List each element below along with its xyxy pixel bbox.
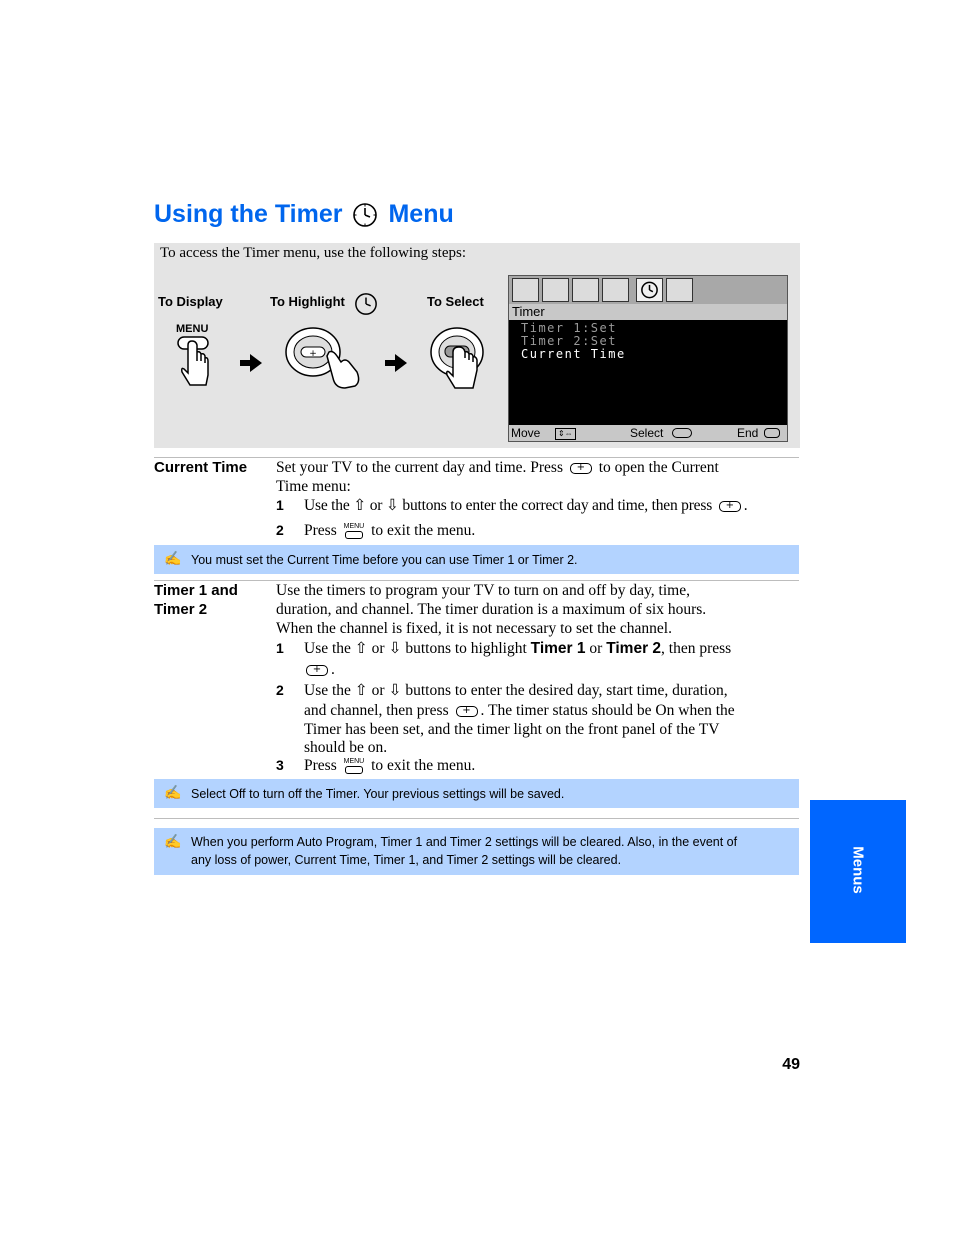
- step-number: 2: [276, 522, 284, 538]
- timers-intro-line1: Use the timers to program your TV to turn on and off by day, time,: [276, 582, 690, 599]
- note-box: [154, 779, 799, 808]
- to-select-label: To Select: [427, 294, 484, 309]
- clock-icon: [352, 202, 378, 228]
- tv-menu-item: Current Time: [521, 347, 626, 361]
- audio-tab-icon: [542, 278, 569, 302]
- steps-intro: To access the Timer menu, use the following steps:: [160, 245, 466, 261]
- menu-button-icon: [764, 428, 780, 438]
- down-arrow-icon: ⇩: [385, 497, 399, 514]
- divider: [154, 818, 799, 819]
- tv-menu-item: Timer 1:Set: [521, 321, 617, 335]
- to-highlight-label: To Highlight: [270, 294, 345, 309]
- enter-button-icon: [672, 428, 692, 438]
- step-number: 3: [276, 757, 284, 773]
- menu-button-caption: MENU: [176, 323, 209, 335]
- pen-note-icon: ✍: [164, 784, 182, 800]
- timers-step2-line4: should be on.: [304, 739, 388, 756]
- arrow-right-icon: [385, 354, 407, 372]
- down-arrow-icon: ⇩: [388, 640, 402, 657]
- pen-note-icon: ✍: [164, 550, 182, 566]
- note-text-line2: any loss of power, Current Time, Timer 1, and Timer 2 settings will be cleared.: [191, 853, 622, 867]
- timers-step1: Use the ⇧ or ⇩ buttons to highlight Timer 1 or Timer 2, then press: [304, 640, 732, 657]
- note-box: [154, 545, 799, 574]
- enter-button-icon: [719, 501, 741, 512]
- tv-footer: [509, 425, 787, 441]
- tv-menu-title: Timer: [509, 304, 787, 320]
- clock-icon: [354, 292, 378, 316]
- page-number: 49: [782, 1056, 800, 1073]
- up-arrow-icon: ⇧: [353, 497, 367, 514]
- up-arrow-icon: ⇧: [354, 640, 368, 657]
- section-side-tab: [810, 800, 906, 943]
- timers-step3: Press MENU to exit the menu.: [304, 757, 476, 774]
- step-number: 1: [276, 640, 284, 656]
- tv-footer-move: Move: [511, 426, 541, 440]
- tv-footer-end: End: [737, 426, 759, 440]
- note-text: You must set the Current Time before you can use Timer 1 or Timer 2.: [191, 553, 578, 567]
- to-display-label: To Display: [158, 294, 223, 309]
- move-arrows-icon: ⇕⇔: [555, 428, 576, 440]
- page-title: [154, 200, 454, 229]
- setup-tab-icon: [666, 278, 693, 302]
- timers-step2-line3: Timer has been set, and the timer light on the front panel of the TV: [304, 721, 720, 738]
- timers-intro-line3: When the channel is fixed, it is not necessary to set the channel.: [276, 620, 672, 637]
- timers-step2-line2: and channel, then press + . The timer status should be On when the: [304, 701, 735, 720]
- enter-button-icon: [306, 665, 328, 676]
- current-time-intro-line1: Set your TV to the current day and time. Press + to open the Current: [276, 458, 719, 477]
- timers-step1-end: +.: [304, 660, 335, 679]
- menu-button-hand-icon: [174, 335, 218, 389]
- parent-tab-icon: [602, 278, 629, 302]
- title-text-1: Using the Timer: [154, 200, 343, 228]
- menu-button-icon: MENU: [344, 523, 365, 539]
- note-box: [154, 828, 799, 875]
- pen-note-icon: ✍: [164, 833, 182, 849]
- channel-tab-icon: [572, 278, 599, 302]
- step-number: 1: [276, 497, 284, 513]
- svg-text:+: +: [309, 349, 317, 359]
- joystick-hand-icon: [429, 326, 485, 392]
- joystick-hand-icon: [283, 326, 363, 392]
- side-tab-label: Menus: [849, 846, 867, 894]
- up-arrow-icon: ⇧: [354, 682, 368, 699]
- current-time-step2: Press MENU to exit the menu.: [304, 522, 476, 539]
- tv-footer-select: Select: [630, 426, 664, 440]
- tv-menu-tabs: [509, 276, 787, 304]
- timers-step2-line1: Use the ⇧ or ⇩ buttons to enter the desired day, start time, duration,: [304, 682, 728, 699]
- tv-screen: [508, 275, 788, 442]
- down-arrow-icon: ⇩: [388, 682, 402, 699]
- title-text-2: Menu: [388, 200, 454, 228]
- timers-intro-line2: duration, and channel. The timer duration is a maximum of six hours.: [276, 601, 707, 618]
- current-time-term: Current Time: [154, 459, 248, 476]
- note-text-line1: When you perform Auto Program, Timer 1 and Timer 2 settings will be cleared. Also, in the event of: [191, 835, 738, 849]
- enter-button-icon: [570, 463, 592, 474]
- clock-tab-icon: [636, 278, 663, 302]
- current-time-intro-line2: Time menu:: [276, 478, 351, 495]
- arrow-right-icon: [240, 354, 262, 372]
- video-tab-icon: [512, 278, 539, 302]
- current-time-step1: Use the ⇧ or ⇩ buttons to enter the correct day and time, then press + .: [304, 496, 747, 515]
- timers-term-line2: Timer 2: [154, 601, 208, 618]
- menu-button-icon: MENU: [344, 758, 365, 774]
- tv-menu-item: Timer 2:Set: [521, 334, 617, 348]
- note-text: Select Off to turn off the Timer. Your previous settings will be saved.: [191, 787, 565, 801]
- enter-button-icon: [456, 706, 478, 717]
- timers-term-line1: Timer 1 and: [154, 582, 238, 599]
- step-number: 2: [276, 682, 284, 698]
